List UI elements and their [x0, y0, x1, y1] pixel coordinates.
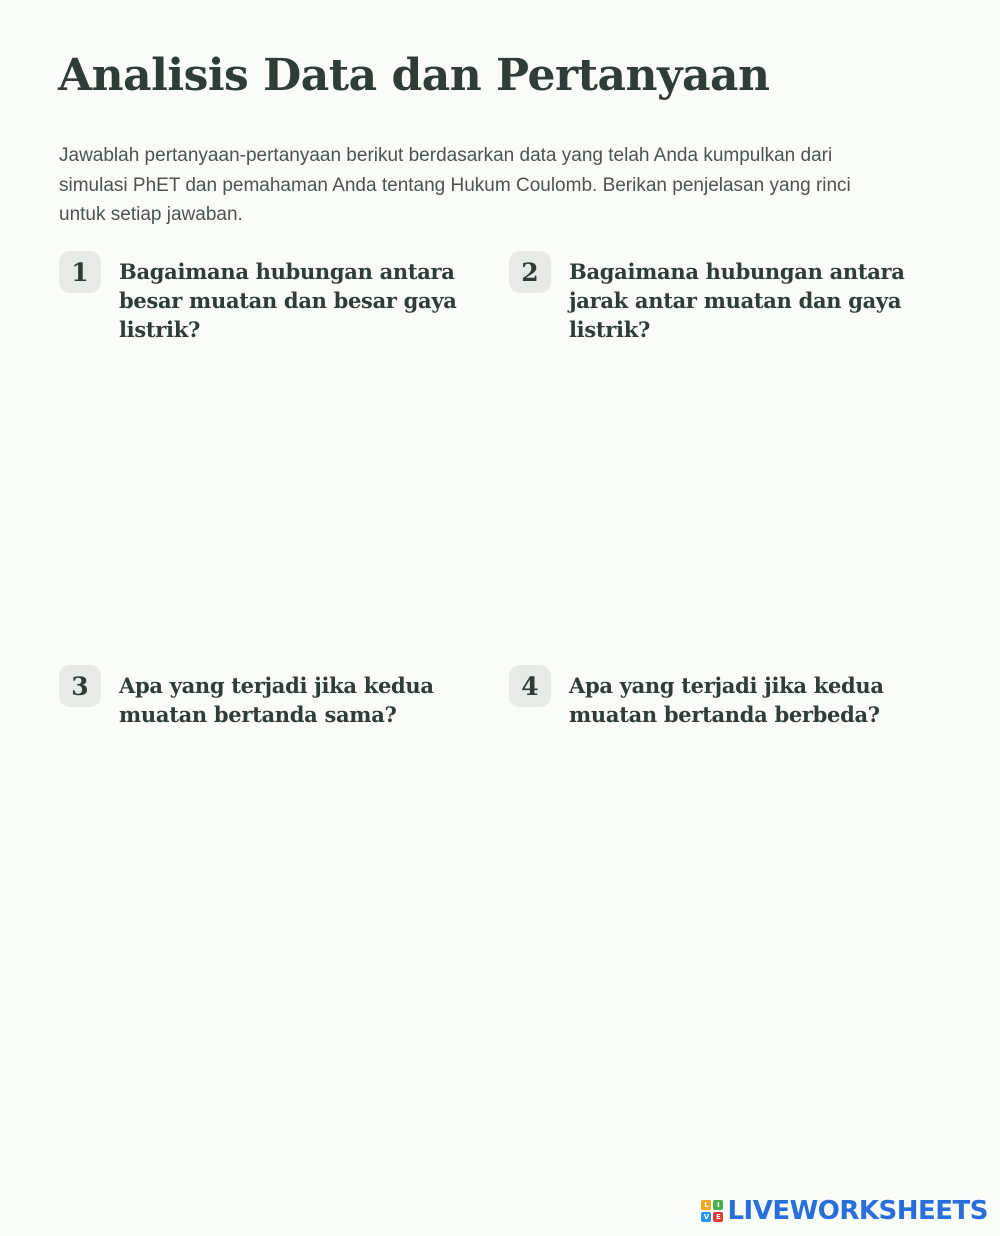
question-text: Bagaimana hubungan antara besar muatan dan besar gaya listrik?	[119, 259, 457, 342]
brand-name: LIVEWORKSHEETS	[727, 1196, 988, 1226]
liveworksheets-logo-icon	[701, 1200, 723, 1222]
question-text: Apa yang terjadi jika kedua muatan bertanda berbeda?	[569, 673, 884, 727]
question-4	[509, 665, 919, 729]
page-title: Analisis Data dan Pertanyaan	[58, 50, 770, 101]
question-text: Bagaimana hubungan antara jarak antar muatan dan gaya listrik?	[569, 259, 905, 342]
question-text: Apa yang terjadi jika kedua muatan bertanda sama?	[119, 673, 434, 727]
liveworksheets-brand[interactable]	[701, 1196, 988, 1226]
logo-letter-v: V	[701, 1212, 711, 1222]
question-number-badge: 4	[509, 665, 551, 707]
question-1	[59, 251, 469, 344]
intro-paragraph: Jawablah pertanyaan-pertanyaan berikut berdasarkan data yang telah Anda kumpulkan dari simulasi PhET dan pemahaman Anda tentang Hukum Coulomb. Berikan penjelasan yang rinci untuk setiap jawaban.	[59, 145, 851, 225]
logo-letter-l: L	[701, 1200, 711, 1210]
question-number-badge: 3	[59, 665, 101, 707]
logo-letter-i: I	[713, 1200, 723, 1210]
question-number-badge: 2	[509, 251, 551, 293]
question-2	[509, 251, 919, 344]
question-3	[59, 665, 469, 729]
question-number-badge: 1	[59, 251, 101, 293]
logo-letter-e: E	[713, 1212, 723, 1222]
